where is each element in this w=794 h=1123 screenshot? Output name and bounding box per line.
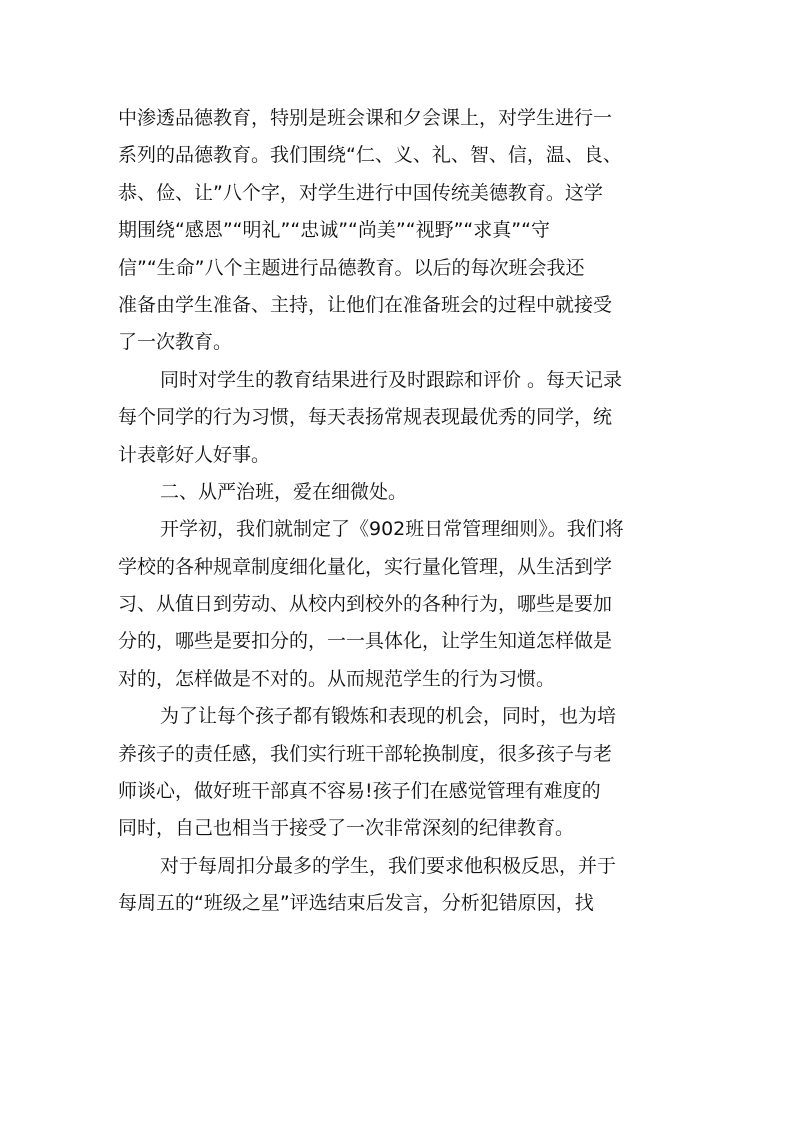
text-line: 准备由学生准备、主持，让他们在准备班会的过程中就接受 [118,293,613,316]
text-line: 对的，怎样做是不对的。从而规范学生的行为习惯。 [118,667,556,690]
text-line: 分的，哪些是要扣分的，一一具体化，让学生知道怎样做是 [118,630,613,653]
text-line: 系列的品德教育。我们围绕“仁、义、礼、智、信，温、良、 [118,144,622,167]
paragraph-start-line: 开学初，我们就制定了《902班日常管理细则》。我们将 [160,518,624,541]
text-line: 每周五的“班级之星”评选结束后发言，分析犯错原因，找 [118,892,594,915]
text-line: 同时，自己也相当于接受了一次非常深刻的纪律教育。 [118,817,575,840]
paragraph-start-line: 对于每周扣分最多的学生，我们要求他积极反思，并于 [160,854,617,877]
text-line: 师谈心，做好班干部真不容易!孩子们在感觉管理有难度的 [118,780,601,803]
text-line: 了一次教育。 [118,331,233,354]
paragraph-start-line: 为了让每个孩子都有锻炼和表现的机会，同时，也为培 [160,705,617,728]
section-heading: 二、从严治班，爱在细微处。 [160,480,408,503]
document-body [118,100,683,923]
paragraph-start-line: 同时对学生的教育结果进行及时跟踪和评价 。每天记录 [160,368,623,391]
text-line: 学校的各种规章制度细化量化，实行量化管理，从生活到学 [118,555,613,578]
text-line: 计表彰好人好事。 [118,443,271,466]
text-line: 养孩子的责任感，我们实行班干部轮换制度，很多孩子与老 [118,742,613,765]
text-line: 信”“生命”八个主题进行品德教育。以后的每次班会我还 [118,256,585,279]
text-line: 每个同学的行为习惯，每天表扬常规表现最优秀的同学，统 [118,406,613,429]
text-line: 期围绕“感恩”“明礼”“忠诚”“尚美”“视野”“求真”“守 [118,219,550,242]
text-line: 恭、俭、让”八个字，对学生进行中国传统美德教育。这学 [118,181,603,204]
text-line: 中渗透品德教育，特别是班会课和夕会课上，对学生进行一 [118,107,613,129]
text-line: 习、从值日到劳动、从校内到校外的各种行为，哪些是要加 [118,593,613,616]
